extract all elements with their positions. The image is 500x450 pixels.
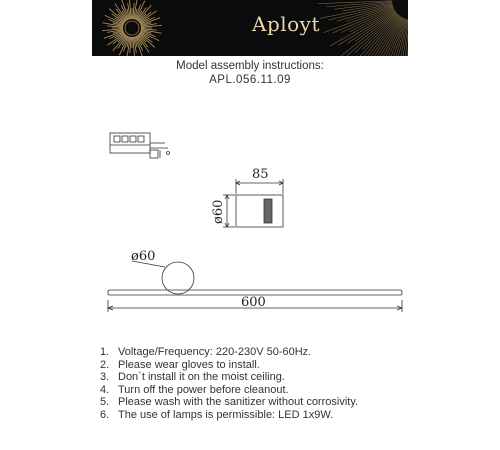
list-item: 4. Turn off the power before cleanout. xyxy=(100,383,289,396)
list-item: 6. The use of lamps is permissible: LED 1x9W. xyxy=(100,408,334,421)
model-number: APL.056.11.09 xyxy=(209,74,291,86)
brand-logo: Aployt xyxy=(252,12,321,36)
length-dimension: 600 xyxy=(241,295,266,310)
width-dimension: 85 xyxy=(252,167,269,182)
list-item: 5. Please wash with the sanitizer without corrosivity. xyxy=(100,396,359,409)
list-item: 3. Don`t install it on the moist ceiling. xyxy=(100,371,285,384)
height-dimension: ø60 xyxy=(211,199,226,224)
ball-diameter: ø60 xyxy=(131,249,156,264)
mount-block-view xyxy=(223,179,283,227)
instruction-list xyxy=(100,346,358,422)
list-item: 2. Please wear gloves to install. xyxy=(100,358,260,371)
list-item: 1. Voltage/Frequency: 220-230V 50-60Hz. xyxy=(100,346,312,358)
document-title: Model assembly instructions: xyxy=(176,60,324,72)
terminal-block-icon xyxy=(110,133,170,158)
